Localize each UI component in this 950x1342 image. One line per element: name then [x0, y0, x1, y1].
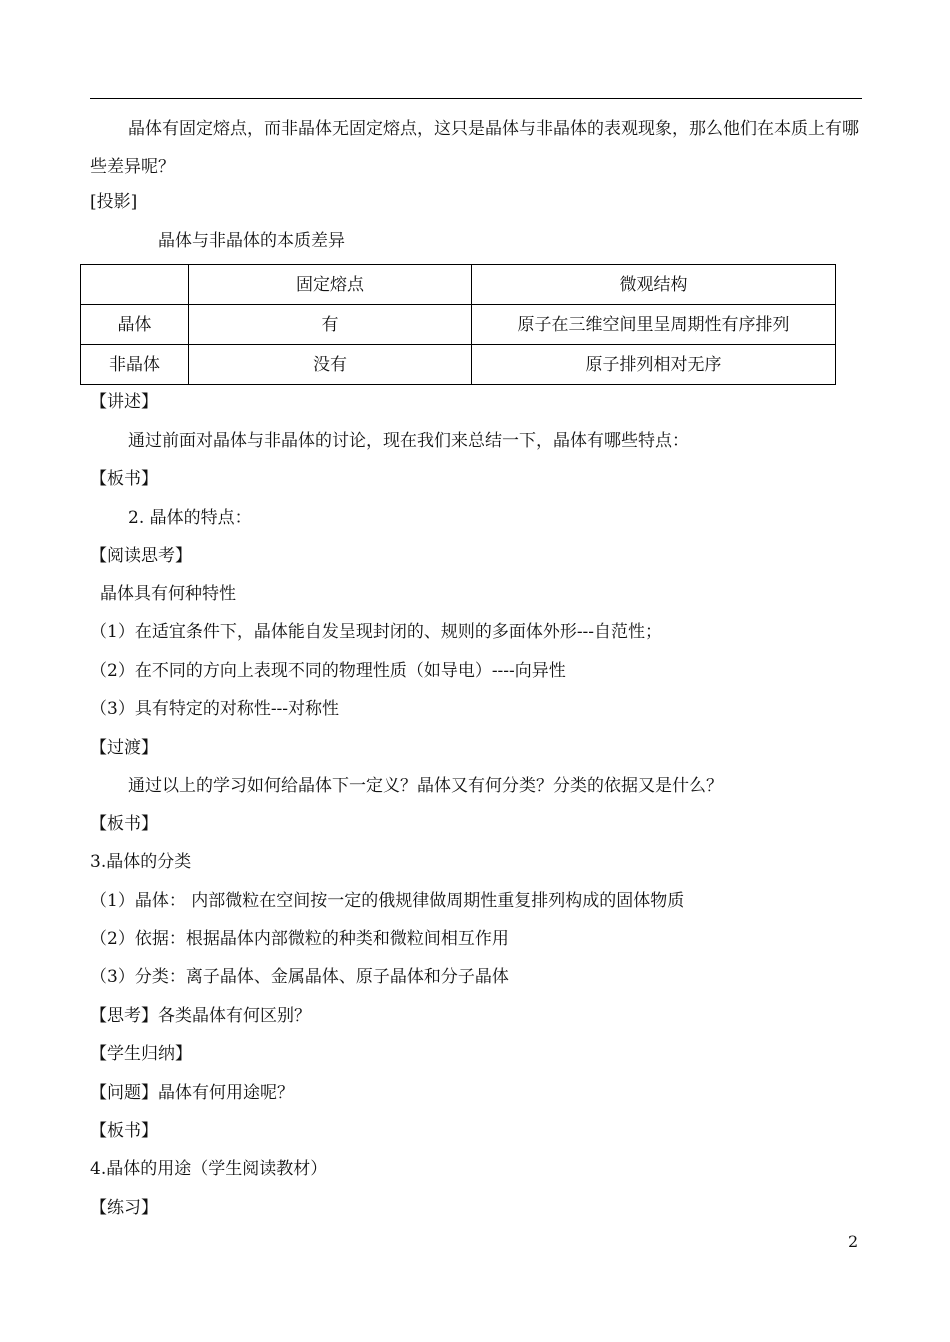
list-item: （2）依据：根据晶体内部微粒的种类和微粒间相互作用	[90, 929, 509, 949]
projection-tag: [投影]	[90, 192, 138, 212]
table-row	[81, 345, 836, 385]
body-text: 通过前面对晶体与非晶体的讨论，现在我们来总结一下，晶体有哪些特点：	[128, 431, 689, 451]
comparison-table	[80, 264, 836, 385]
body-text: 通过以上的学习如何给晶体下一定义？晶体又有何分类？分类的依据又是什么？	[128, 776, 723, 796]
section-tag-exercise: 【练习】	[90, 1198, 158, 1218]
list-item: （1）晶体： 内部微粒在空间按一定的俄规律做周期性重复排列构成的固体物质	[90, 891, 685, 911]
list-item: （3）分类：离子晶体、金属晶体、原子晶体和分子晶体	[90, 967, 509, 987]
intro-paragraph: 晶体有固定熔点，而非晶体无固定熔点，这只是晶体与非晶体的表观现象，那么他们在本质上有哪些差异呢？	[90, 119, 859, 177]
page-number: 2	[848, 1232, 859, 1251]
body-text: 晶体具有何种特性	[100, 584, 236, 604]
list-item: （2）在不同的方向上表现不同的物理性质（如导电）----向异性	[90, 661, 566, 681]
section-tag-transition: 【过渡】	[90, 738, 158, 758]
table-header-cell: 固定熔点	[189, 265, 472, 305]
heading-crystal-uses: 4.晶体的用途（学生阅读教材）	[90, 1159, 328, 1179]
section-tag-summary: 【学生归纳】	[90, 1044, 192, 1064]
section-tag-think: 【思考】各类晶体有何区别？	[90, 1006, 311, 1026]
table-cell: 原子排列相对无序	[472, 345, 836, 385]
table-header-cell: 微观结构	[472, 265, 836, 305]
table-cell: 非晶体	[81, 345, 189, 385]
header-rule	[90, 98, 862, 99]
section-tag-board: 【板书】	[90, 469, 158, 489]
list-item: （3）具有特定的对称性---对称性	[90, 699, 340, 719]
table-header-row	[81, 265, 836, 305]
section-tag-question: 【问题】晶体有何用途呢？	[90, 1083, 294, 1103]
list-item: （1）在适宜条件下，晶体能自发呈现封闭的、规则的多面体外形---自范性；	[90, 622, 663, 642]
section-tag-lecture: 【讲述】	[90, 392, 158, 412]
heading-crystal-classification: 3.晶体的分类	[90, 852, 192, 872]
table-cell: 晶体	[81, 305, 189, 345]
table-cell: 有	[189, 305, 472, 345]
section-tag-reading: 【阅读思考】	[90, 546, 192, 566]
table-cell: 没有	[189, 345, 472, 385]
heading-crystal-features: 2. 晶体的特点：	[128, 508, 252, 528]
table-cell: 原子在三维空间里呈周期性有序排列	[472, 305, 836, 345]
section-tag-board: 【板书】	[90, 814, 158, 834]
section-tag-board: 【板书】	[90, 1121, 158, 1141]
table-title: 晶体与非晶体的本质差异	[158, 231, 345, 251]
table-row	[81, 305, 836, 345]
table-header-cell	[81, 265, 189, 305]
